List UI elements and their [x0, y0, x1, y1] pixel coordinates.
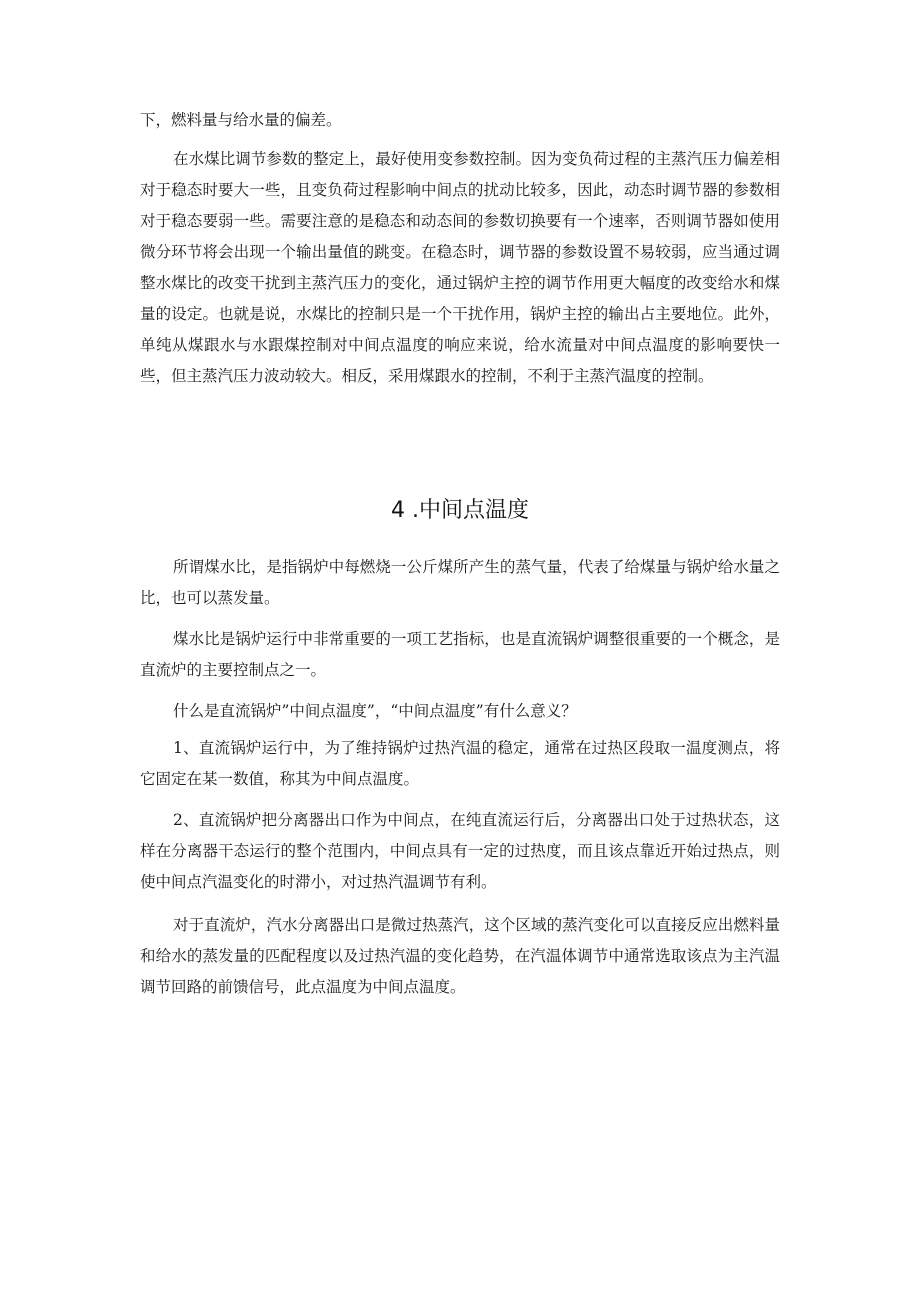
paragraph-point-1: 1、直流锅炉运行中，为了维持锅炉过热汽温的稳定，通常在过热区段取一温度测点，将它固定在某一数值，称其为中间点温度。: [140, 739, 780, 788]
paragraph-question: 什么是直流锅炉”中间点温度”，“中间点温度”有什么意义？: [173, 702, 577, 720]
paragraph-once-through-separator: 对于直流炉，汽水分离器出口是微过热蒸汽，这个区域的蒸汽变化可以直接反应出燃料量和给水的蒸发量的匹配程度以及过热汽温的变化趋势，在汽温体调节中通常选取该点为主汽温调节回路的前馈信号，此点温度为中间点温度。: [140, 916, 780, 996]
paragraph-point-2: 2、直流锅炉把分离器出口作为中间点，在纯直流运行后，分离器出口处于过热状态，这样在分离器干态运行的整个范围内，中间点具有一定的过热度，而且该点靠近开始过热点，则使中间点汽温变化的时滞小，对过热汽温调节有利。: [140, 811, 780, 891]
section-heading: 4 .中间点温度: [391, 498, 529, 523]
paragraph-coal-water-ratio-definition: 所谓煤水比，是指锅炉中每燃烧一公斤煤所产生的蒸气量，代表了给煤量与锅炉给水量之比，也可以蒸发量。: [140, 558, 780, 607]
paragraph-continuation: 下，燃料量与给水量的偏差。: [140, 111, 342, 129]
paragraph-water-coal-ratio-tuning: 在水煤比调节参数的整定上，最好使用变参数控制。因为变负荷过程的主蒸汽压力偏差相对于稳态时要大一些，且变负荷过程影响中间点的扰动比较多，因此，动态时调节器的参数相对于稳态要弱一些。需要注意的是稳态和动态间的参数切换要有一个速率，否则调节器如使用微分环节将会出现一个输出量值的跳变。在稳态时，调节器的参数设置不易较弱，应当通过调整水煤比的改变干扰到主蒸汽压力的变化，通过锅炉主控的调节作用更大幅度的改变给水和煤量的设定。也就是说，水煤比的控制只是一个干扰作用，锅炉主控的输出占主要地位。此外，单纯从煤跟水与水跟煤控制对中间点温度的响应来说，给水流量对中间点温度的影响要快一些，但主蒸汽压力波动较大。相反，采用煤跟水的控制，不利于主蒸汽温度的控制。: [140, 150, 780, 385]
paragraph-coal-water-ratio-importance: 煤水比是锅炉运行中非常重要的一项工艺指标，也是直流锅炉调整很重要的一个概念，是直流炉的主要控制点之一。: [140, 630, 780, 679]
